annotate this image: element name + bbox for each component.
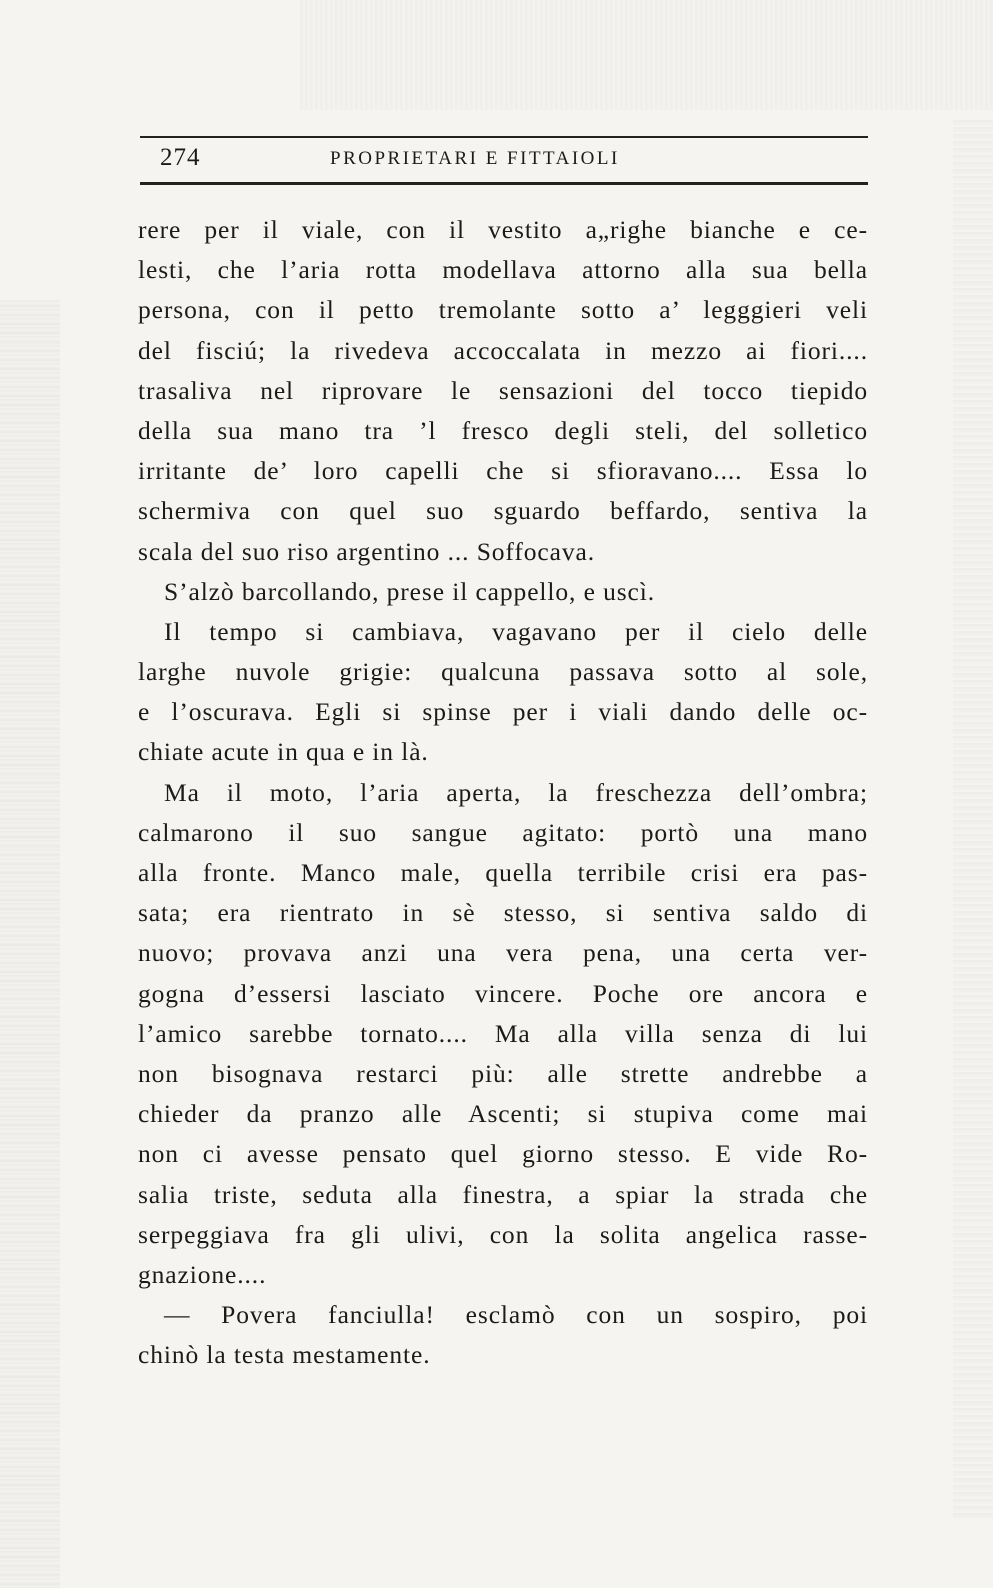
text-line: scala del suo riso argentino ... Soffocava. <box>138 536 595 566</box>
page-number: 274 <box>160 144 201 171</box>
scan-edge-top <box>300 0 993 110</box>
text-line: del fisciú; la rivedeva accoccalata in mezzo ai fiori.... <box>138 335 868 365</box>
text-line: rere per il viale, con il vestito a„righe bianche e ce- <box>138 215 868 244</box>
text-line: gnazione.... <box>138 1259 267 1289</box>
body-text <box>138 210 868 1375</box>
text-line: Il tempo si cambiava, vagavano per il cielo delle <box>164 616 868 646</box>
running-title: PROPRIETARI E FITTAIOLI <box>330 148 620 169</box>
text-line: non ci avesse pensato quel giorno stesso. E vide Ro- <box>138 1139 868 1169</box>
text-line: chinò la testa mestamente. <box>138 1340 431 1370</box>
text-line: sata; era rientrato in sè stesso, si sentiva saldo di <box>138 898 868 928</box>
text-line: persona, con il petto tremolante sotto a’ legggieri veli <box>138 295 868 325</box>
scan-edge-right <box>953 120 993 1520</box>
text-line: — Povera fanciulla! esclamò con un sospiro, poi <box>164 1300 868 1330</box>
text-line: S’alzò barcollando, prese il cappello, e uscì. <box>164 576 656 606</box>
text-line: serpeggiava fra gli ulivi, con la solita angelica rasse- <box>138 1219 868 1249</box>
header-rule-bottom <box>140 182 868 185</box>
text-line: salia triste, seduta alla finestra, a spiar la strada che <box>138 1179 868 1209</box>
text-line: della sua mano tra ’l fresco degli steli, del solletico <box>138 415 868 445</box>
text-line: nuovo; provava anzi una vera pena, una certa ver- <box>138 938 868 968</box>
text-line: chieder da pranzo alle Ascenti; si stupiva come mai <box>138 1099 868 1129</box>
text-line: Ma il moto, l’aria aperta, la freschezza dell’ombra; <box>164 777 868 807</box>
text-line: lesti, che l’aria rotta modellava attorno alla sua bella <box>138 255 868 285</box>
text-line: gogna d’essersi lasciato vincere. Poche ore ancora e <box>138 978 868 1008</box>
text-line: l’amico sarebbe tornato.... Ma alla villa senza di lui <box>138 1018 868 1048</box>
text-line: larghe nuvole grigie: qualcuna passava sotto al sole, <box>138 657 868 687</box>
text-line: chiate acute in qua e in là. <box>138 737 429 767</box>
text-line: calmarono il suo sangue agitato: portò una mano <box>138 817 868 847</box>
text-line: irritante de’ loro capelli che si sfioravano.... Essa lo <box>138 456 868 486</box>
text-line: schermiva con quel suo sguardo beffardo, sentiva la <box>138 496 868 526</box>
text-line: non bisognava restarci più: alle strette andrebbe a <box>138 1058 868 1088</box>
text-line: alla fronte. Manco male, quella terribile crisi era pas- <box>138 858 868 887</box>
text-line: e l’oscurava. Egli si spinse per i viali dando delle oc- <box>138 697 868 727</box>
header-rule-top <box>140 136 868 138</box>
scan-edge-left <box>0 300 60 1588</box>
text-line: trasaliva nel riprovare le sensazioni del tocco tiepido <box>138 375 868 405</box>
